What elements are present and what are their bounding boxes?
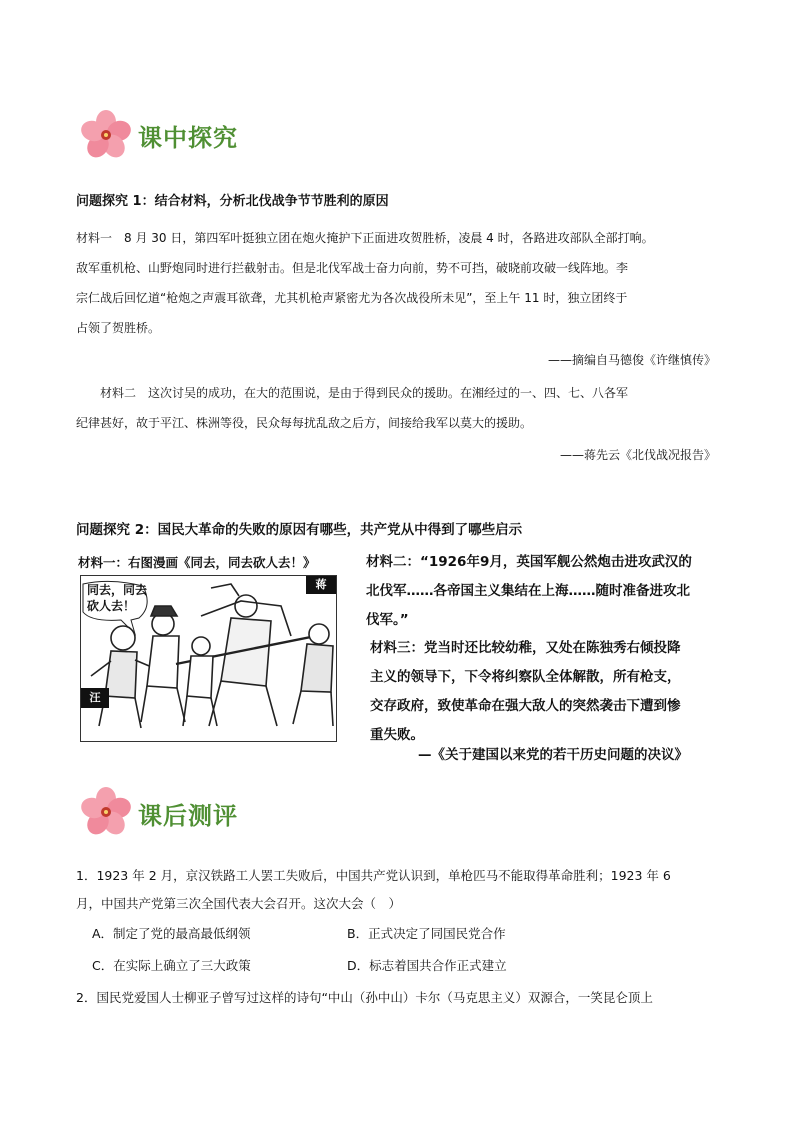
inquiry2-material2 <box>366 548 726 635</box>
option-c[interactable]: C．在实际上确立了三大政策 <box>92 958 251 973</box>
question-line: 1．1923 年 2 月，京汉铁路工人罢工失败后，中国共产党认识到，单枪匹马不能取得革命胜利；1923 年 6 <box>76 868 671 883</box>
inquiry2-material3 <box>370 634 730 750</box>
material-line: 交存政府，致使革命在强大敌人的突然袭击下遭到惨 <box>370 698 681 714</box>
inquiry1-material1 <box>76 223 756 343</box>
section-title-after-class: 课后测评 <box>138 802 238 830</box>
material-line: 伐军。” <box>366 612 409 628</box>
cartoon-speech <box>87 582 147 614</box>
material-line: 重失败。 <box>370 727 424 743</box>
option-d[interactable]: D．标志着国共合作正式建立 <box>347 958 507 973</box>
question-line: 月，中国共产党第三次全国代表大会召开。这次大会（ ） <box>76 896 402 911</box>
cartoon-caption: 材料一：右图漫画《同去，同去砍人去！》 <box>78 555 316 570</box>
speech-line: 砍人去！ <box>87 599 136 613</box>
material1-line: 占领了贺胜桥。 <box>76 321 161 335</box>
cartoon-image <box>80 575 337 742</box>
tag-wang: 汪 <box>81 688 109 708</box>
material-line: 主义的领导下，下令将纠察队全体解散，所有枪支， <box>370 669 681 685</box>
source-2: ——蒋先云《北伐战况报告》 <box>559 448 716 462</box>
inquiry1-material2 <box>76 378 756 438</box>
question-1 <box>76 862 766 918</box>
option-a[interactable]: A．制定了党的最高最低纲领 <box>92 926 251 941</box>
material2-line: 材料二 这次讨吴的成功，在大的范围说，是由于得到民众的援助。在湘经过的一、四、七、八各军 <box>100 386 629 400</box>
option-b[interactable]: B．正式决定了同国民党合作 <box>347 926 506 941</box>
section-heading-after-class <box>78 785 134 841</box>
material2-line: 纪律甚好，故于平江、株洲等役，民众每每扰乱敌之后方，间接给我军以莫大的援助。 <box>76 416 533 430</box>
material1-line: 材料一 8 月 30 日，第四军叶挺独立团在炮火掩护下正面进攻贺胜桥，凌晨 4 时，各路进攻部队全部打响。 <box>76 231 654 245</box>
inquiry2-title: 问题探究 2：国民大革命的失败的原因有哪些，共产党从中得到了哪些启示 <box>76 522 523 538</box>
section-heading-in-class <box>78 108 134 164</box>
tag-jiang: 蒋 <box>306 576 336 594</box>
inquiry1-title: 问题探究 1：结合材料，分析北伐战争节节胜利的原因 <box>76 194 389 209</box>
section-title-in-class: 课中探究 <box>138 124 238 152</box>
source-1: ——摘编自马德俊《许继慎传》 <box>547 353 716 367</box>
speech-line: 同去，同去 <box>87 583 148 597</box>
material-line: 北伐军……各帝国主义集结在上海……随时准备进攻北 <box>366 583 690 599</box>
material-line: 材料二：“1926年9月，英国军舰公然炮击进攻武汉的 <box>366 554 692 570</box>
material1-line: 宗仁战后回忆道“枪炮之声震耳欲聋，尤其机枪声紧密尤为各次战役所未见”，至上午 11 时，独立团终于 <box>76 291 628 305</box>
material1-line: 敌军重机枪、山野炮同时进行拦截射击。但是北伐军战士奋力向前，势不可挡，破晓前攻破一线阵地。李 <box>76 261 629 275</box>
material-line: 材料三：党当时还比较幼稚，又处在陈独秀右倾投降 <box>370 640 681 656</box>
source-3: —《关于建国以来党的若干历史问题的决议》 <box>418 747 688 763</box>
plum-blossom-icon <box>78 785 134 837</box>
plum-blossom-icon <box>78 108 134 160</box>
question-2: 2．国民党爱国人士柳亚子曾写过这样的诗句“中山（孙中山）卡尔（马克思主义）双源合，一笑昆仑顶上 <box>76 990 653 1005</box>
